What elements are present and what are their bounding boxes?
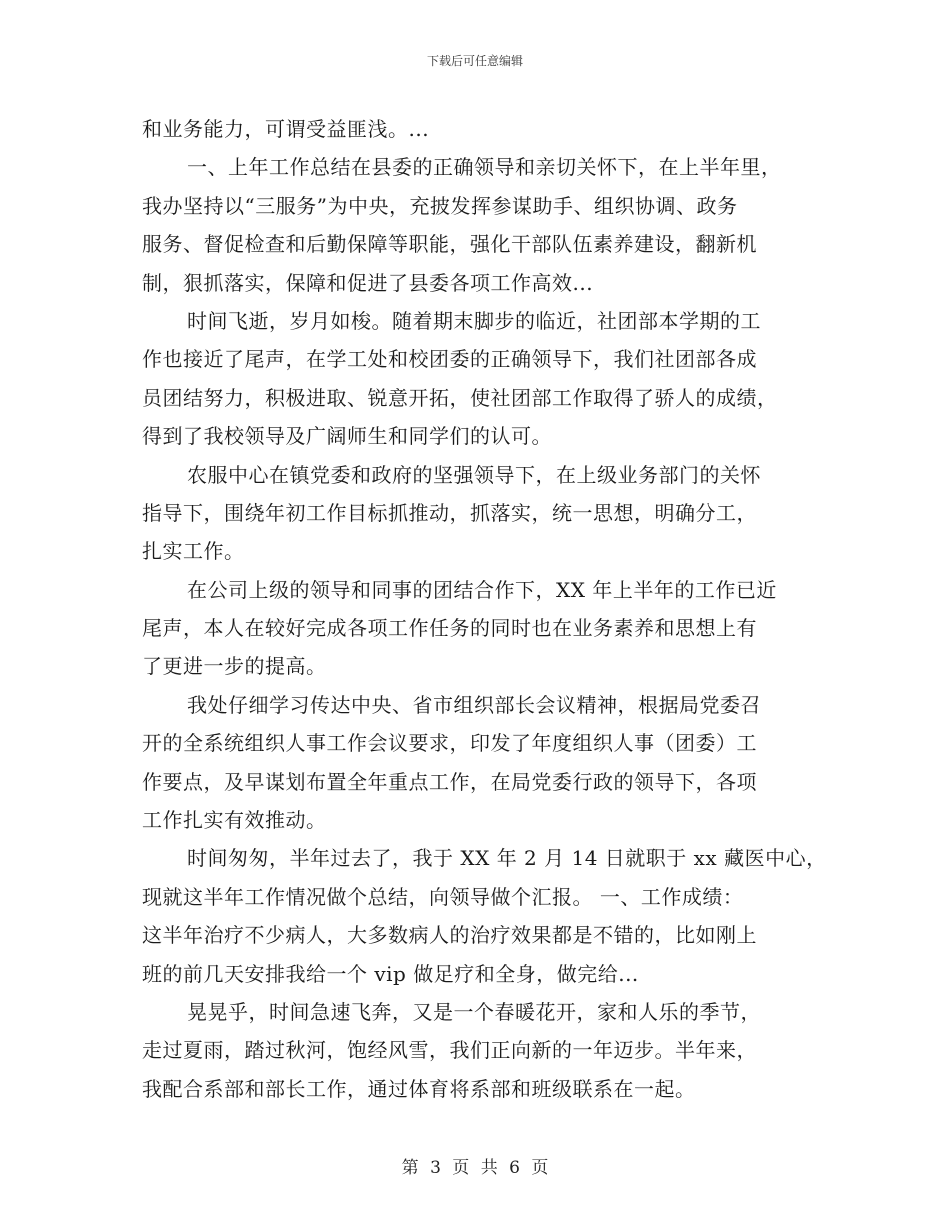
text-line: 走过夏雨，踏过秋河，饱经风雪，我们正向新的一年迈步。半年来， bbox=[142, 1038, 757, 1063]
text-line: 我配合系部和部长工作，通过体育将系部和班级联系在一起。 bbox=[142, 1076, 696, 1101]
text-line: 我办坚持以“三服务”为中央，充披发挥参谋助手、组织协调、政务 bbox=[142, 193, 738, 218]
text-line: 得到了我校领导及广阔师生和同学们的认可。 bbox=[142, 424, 552, 449]
text-line: 开的全系统组织人事工作会议要求，印发了年度组织人事（团委）工 bbox=[142, 731, 757, 756]
text-line: 现就这半年工作情况做个总结，向领导做个汇报。 一、工作成绩： bbox=[142, 884, 744, 909]
text-line: 服务、督促检查和后勤保障等职能，强化干部队伍素养建设，翻新机 bbox=[142, 232, 757, 257]
text-line: 我处仔细学习传达中央、省市组织部长会议精神，根据局党委召 bbox=[187, 692, 761, 717]
text-line: 尾声，本人在较好完成各项工作任务的同时也在业务素养和思想上有 bbox=[142, 616, 757, 641]
text-line: 晃晃乎，时间急速飞奔，又是一个春暖花开，家和人乐的季节， bbox=[187, 999, 761, 1024]
text-line: 一、上年工作总结在县委的正确领导和亲切关怀下，在上半年里， bbox=[187, 155, 782, 180]
text-line: 这半年治疗不少病人，大多数病人的治疗效果都是不错的，比如刚上 bbox=[142, 923, 757, 948]
page-header-note: 下载后可任意编辑 bbox=[426, 54, 523, 68]
text-line: 在公司上级的领导和同事的团结合作下，XX 年上半年的工作已近 bbox=[187, 577, 777, 602]
text-line: 了更进一步的提高。 bbox=[142, 654, 327, 679]
text-line: 农服中心在镇党委和政府的坚强领导下，在上级业务部门的关怀 bbox=[187, 462, 761, 487]
text-line: 制，狠抓落实，保障和促进了县委各项工作高效... bbox=[142, 270, 594, 295]
text-line: 作也接近了尾声，在学工处和校团委的正确领导下，我们社团部各成 bbox=[142, 347, 757, 372]
page-number-footer: 第 3 页 共 6 页 bbox=[401, 1158, 549, 1178]
text-line: 时间飞逝，岁月如梭。随着期末脚步的临近，社团部本学期的工 bbox=[187, 308, 761, 333]
text-line: 作要点，及早谋划布置全年重点工作，在局党委行政的领导下，各项 bbox=[142, 769, 757, 794]
text-line: 员团结努力，积极进取、锐意开拓，使社团部工作取得了骄人的成绩， bbox=[142, 385, 778, 410]
text-line: 指导下，围绕年初工作目标抓推动，抓落实，统一思想，明确分工， bbox=[142, 500, 757, 525]
text-line: 班的前几天安排我给一个 vip 做足疗和全身，做完给... bbox=[142, 961, 639, 986]
document-body bbox=[142, 110, 827, 1108]
text-line: 扎实工作。 bbox=[142, 539, 245, 564]
text-line: 和业务能力，可谓受益匪浅。... bbox=[142, 117, 430, 141]
text-line: 工作扎实有效推动。 bbox=[142, 808, 327, 833]
text-line: 时间匆匆，半年过去了，我于 XX 年 2 月 14 日就职于 xx 藏医中心， bbox=[187, 846, 827, 871]
